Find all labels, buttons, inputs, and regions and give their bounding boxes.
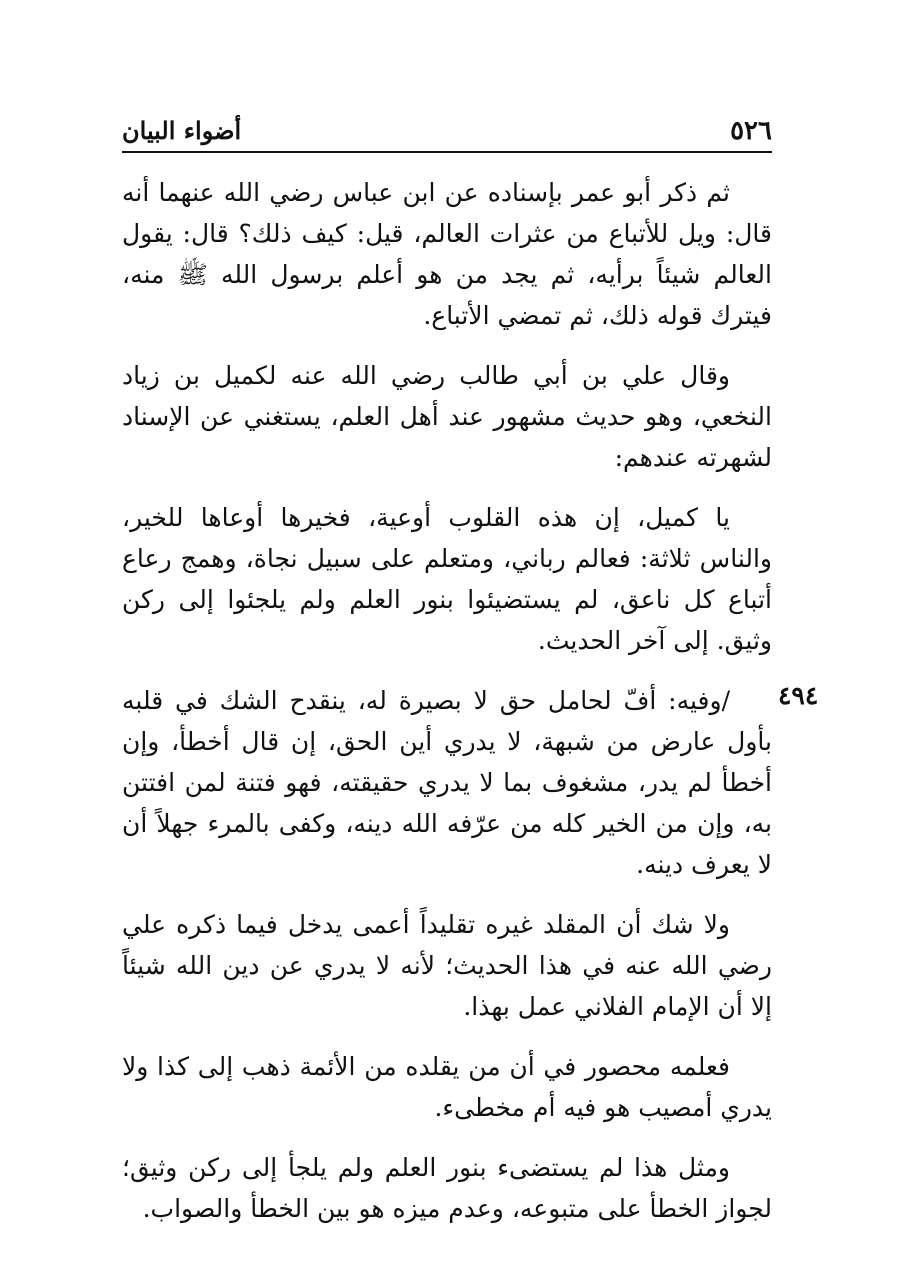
paragraph-ali-to-kumail: وقال علي بن أبي طالب رضي الله عنه لكميل بن زياد النخعي، وهو حديث مشهور عند أهل العلم، يستغني عن الإسناد لشهرته عندهم: <box>122 361 772 472</box>
paragraph-ilmuhu-mahsur: فعلمه محصور في أن من يقلده من الأئمة ذهب إلى كذا ولا يدري أمصيب هو فيه أم مخطىء. <box>122 1052 772 1122</box>
running-title: أضواء البيان <box>122 116 242 145</box>
paragraph-muqallid: ولا شك أن المقلد غيره تقليداً أعمى يدخل فيما ذكره علي رضي الله عنه في هذا الحديث؛ لأنه لا يدري عن دين الله شيئاً إلا أن الإمام الفلاني عمل بهذا. <box>122 910 772 1021</box>
margin-page-marker: ٤٩٤ <box>778 681 819 710</box>
paragraph-uff: /وفيه: أفّ لحامل حق لا بصيرة له، ينقدح الشك في قلبه بأول عارض من شبهة، لا يدري أين الحق، إن قال أخطأ، وإن أخطأ لم يدر، مشغوف بما لا يدري حقيقته، فهو فتنة لمن افتتن به، وإن من الخير كله من عرّفه الله دينه، وكفى بالمرء جهلاً أن لا يعرف دينه. <box>122 686 772 879</box>
paragraph-wa-mithl: ومثل هذا لم يستضىء بنور العلم ولم يلجأ إلى ركن وثيق؛ لجواز الخطأ على متبوعه، وعدم ميزه هو بين الخطأ والصواب. <box>122 1153 772 1223</box>
page-number: ٥٢٦ <box>730 116 772 146</box>
header-rule <box>122 151 772 153</box>
paragraph-ibn-abbas: ثم ذكر أبو عمر بإسناده عن ابن عباس رضي الله عنهما أنه قال: ويل للأتباع من عثرات العالم، قيل: كيف ذلك؟ قال: يقول العالم شيئاً برأيه، ثم يجد من هو أعلم برسول الله ﷺ منه، فيترك قوله ذلك، ثم تمضي الأتباع. <box>122 178 772 330</box>
page-body <box>122 172 772 1248</box>
paragraph-kumail-hadith: يا كميل، إن هذه القلوب أوعية، فخيرها أوعاها للخير، والناس ثلاثة: فعالم رباني، ومتعلم على سبيل نجاة، وهمج رعاع أتباع كل ناعق، لم يستضيئوا بنور العلم ولم يلجئوا إلى ركن وثيق. إلى آخر الحديث. <box>122 503 772 655</box>
page-header <box>122 112 772 152</box>
